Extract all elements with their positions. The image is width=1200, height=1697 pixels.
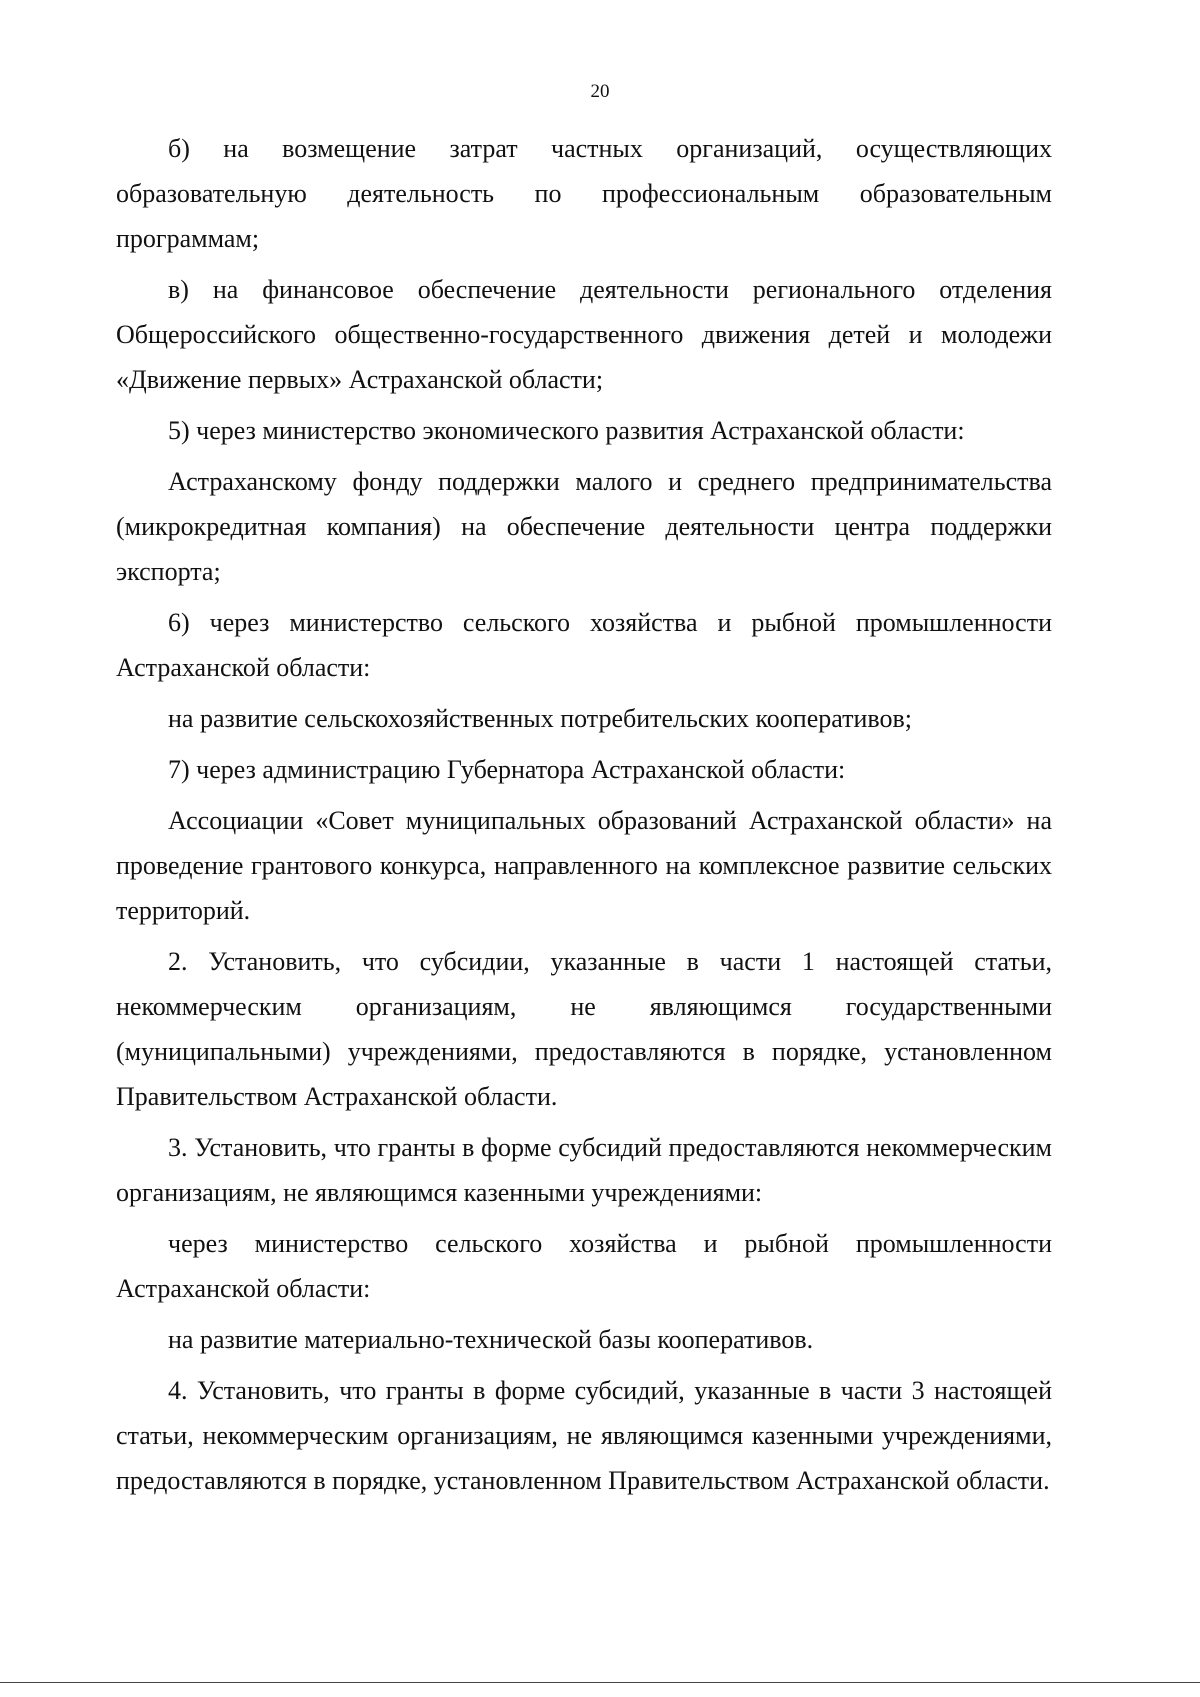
paragraph-2-subsidies: 2. Установить, что субсидии, указанные в части 1 настоящей статьи, некоммерческим организациям, не являющимся государственными (муниципальными) учреждениями, предоставляются в порядке, установленном Правительством Астраханской области. xyxy=(116,947,1052,1111)
bottom-divider xyxy=(0,1682,1200,1683)
paragraph-material-base: на развитие материально-технической базы кооперативов. xyxy=(168,1325,814,1354)
paragraph-4-grants-order: 4. Установить, что гранты в форме субсидий, указанные в части 3 настоящей статьи, некоммерческим организациям, не являющимся казенными учреждениями, предоставляются в порядке, установленном Правительством Астраханской области. xyxy=(116,1376,1052,1495)
paragraph-v-movement-first: в) на финансовое обеспечение деятельности регионального отделения Общероссийского общественно-государственного движения детей и молодежи «Движение первых» Астраханской области; xyxy=(116,275,1052,394)
paragraph-cooperatives: на развитие сельскохозяйственных потребительских кооперативов; xyxy=(168,704,912,733)
paragraph-3-grants: 3. Установить, что гранты в форме субсидий предоставляются некоммерческим организациям, не являющимся казенными учреждениями: xyxy=(116,1133,1052,1207)
paragraph-agriculture-ministry-grants: через министерство сельского хозяйства и рыбной промышленности Астраханской области: xyxy=(116,1229,1052,1303)
paragraph-association-council: Ассоциации «Совет муниципальных образований Астраханской области» на проведение грантового конкурса, направленного на комплексное развитие сельских территорий. xyxy=(116,806,1052,925)
document-body xyxy=(116,126,1052,1503)
paragraph-b-private-orgs: б) на возмещение затрат частных организаций, осуществляющих образовательную деятельность по профессиональным образовательным программам; xyxy=(116,134,1052,253)
paragraph-7-governor-admin: 7) через администрацию Губернатора Астраханской области: xyxy=(168,755,846,784)
paragraph-5-economic-ministry: 5) через министерство экономического развития Астраханской области: xyxy=(168,416,965,445)
page-number: 20 xyxy=(590,81,610,102)
paragraph-6-agriculture-ministry: 6) через министерство сельского хозяйства и рыбной промышленности Астраханской области: xyxy=(116,608,1052,682)
paragraph-fund-support: Астраханскому фонду поддержки малого и среднего предпринимательства (микрокредитная компания) на обеспечение деятельности центра поддержки экспорта; xyxy=(116,467,1052,586)
